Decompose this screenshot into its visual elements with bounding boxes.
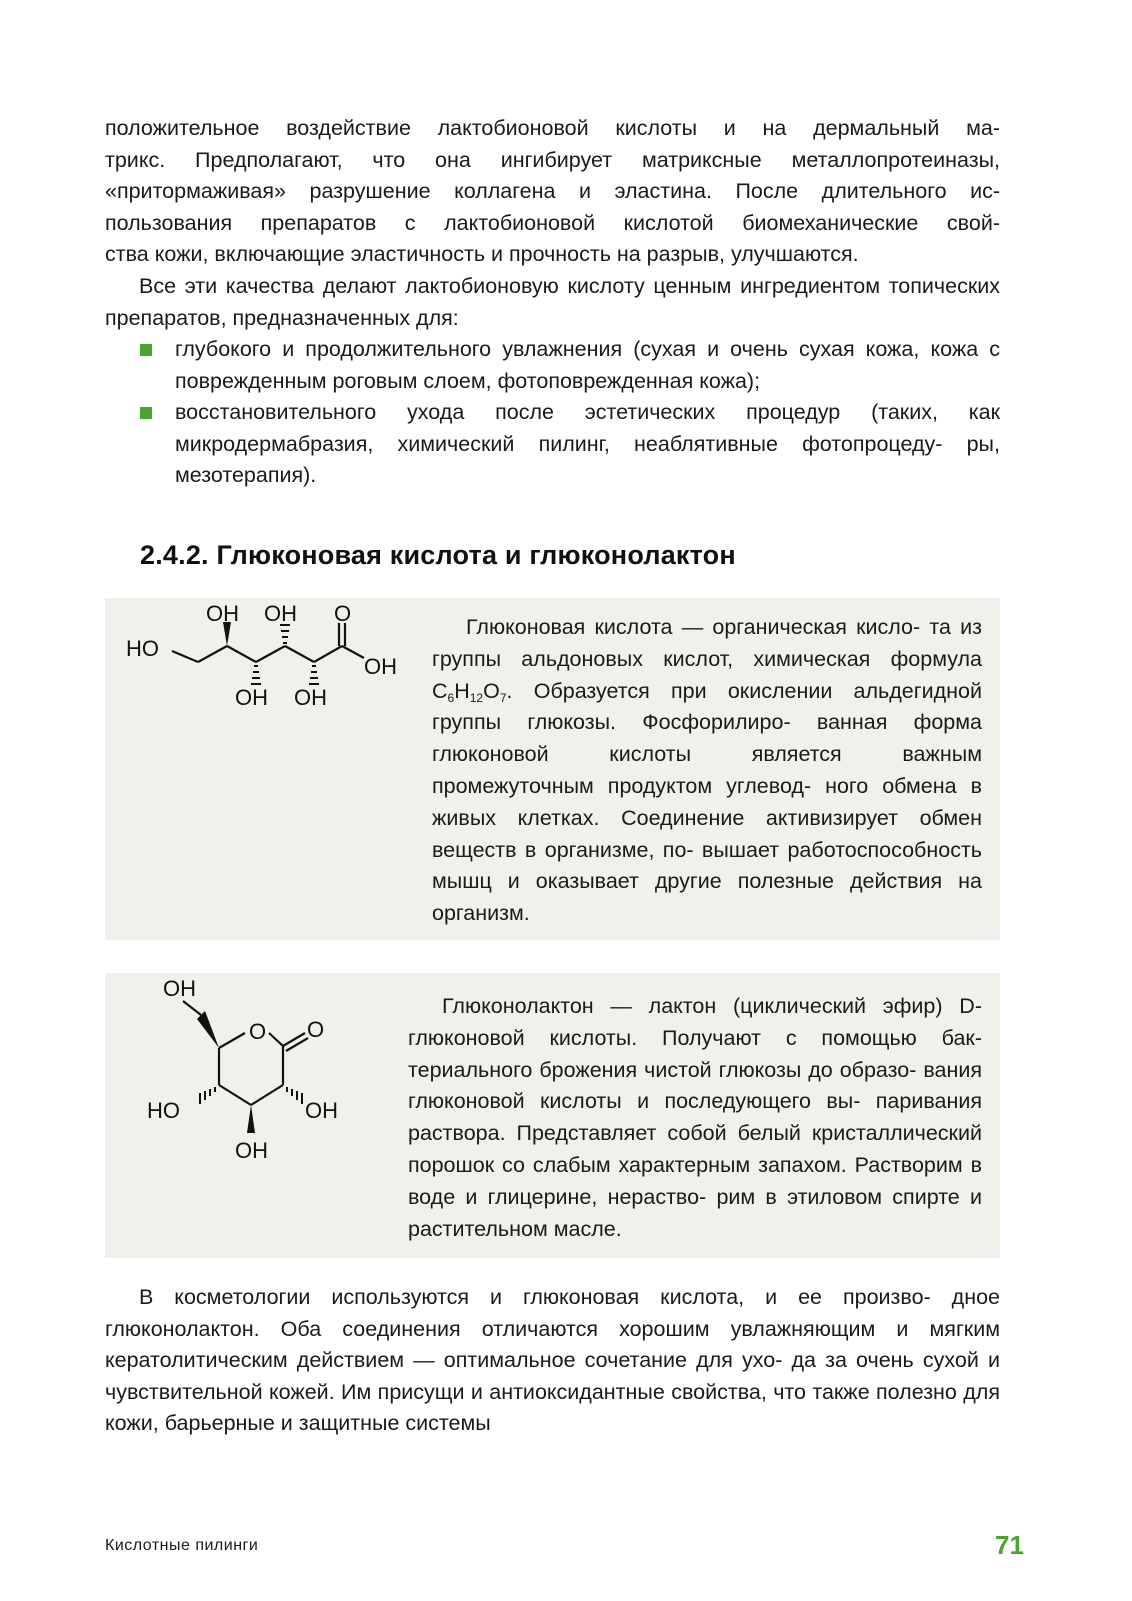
gluconic-acid-structure bbox=[120, 598, 410, 728]
intro-line: трикс. Предполагают, что она ингибирует матриксные металлопротеиназы, bbox=[105, 147, 1000, 172]
bullet-list bbox=[105, 334, 1000, 492]
intro-line: «притормаживая» разрушение коллагена и эластина. После длительного ис- bbox=[105, 179, 1000, 203]
label-oh-bottom-2: OH bbox=[294, 685, 327, 710]
formula-c: C bbox=[432, 678, 448, 703]
bullet-text: глубокого и продолжительного увлажнения (сухая и очень сухая кожа, кожа с поврежденным роговым слоем, фотоповрежденная кожа); bbox=[175, 337, 1000, 393]
bullet-square-icon bbox=[140, 407, 152, 419]
label-oh-right: OH bbox=[305, 1098, 338, 1123]
bullet-item bbox=[105, 397, 1000, 492]
label-o-top: O bbox=[334, 601, 352, 626]
label-oh-top-1: OH bbox=[206, 601, 239, 626]
intro-line: пользования препаратов с лактобионовой кислотой биомеханические свой- bbox=[105, 210, 1000, 235]
wedge-bond bbox=[197, 1011, 219, 1048]
intro-line: ства кожи, включающие эластичность и прочность на разрыв, улучшаются. bbox=[105, 242, 859, 266]
formula-o: O bbox=[483, 678, 500, 703]
intro-paragraph bbox=[105, 113, 1000, 271]
formula-o-sub: 7 bbox=[499, 690, 507, 705]
bullet-square-icon bbox=[140, 344, 152, 356]
label-oh-top-2: OH bbox=[264, 601, 297, 626]
label-o-ring: O bbox=[249, 1019, 267, 1044]
formula-h: H bbox=[454, 678, 470, 703]
gluconolactone-structure bbox=[135, 973, 385, 1183]
hash-bond bbox=[251, 625, 319, 684]
bullet-item bbox=[105, 334, 1000, 397]
label-oh-right: OH bbox=[364, 654, 397, 679]
closing-paragraph: В косметологии используются и глюконовая кислота, и ее произво- дное глюконолактон. Оба соединения отличаются хорошим увлажняющим и мягким кератолитическим действием — оптимальное сочетание для ухо- да за очень сухой и чувствительной кожей. Им присущи и антиоксидантные свойства, что также полезно для кожи, барьерные и защитные системы bbox=[105, 1285, 1000, 1435]
formula-c-sub: 6 bbox=[447, 690, 455, 705]
label-oh-bottom: OH bbox=[235, 1138, 268, 1163]
wedge-bond bbox=[247, 1105, 255, 1133]
qualities-paragraph: Все эти качества делают лактобионовую кислоту ценным ингредиентом топических препаратов, предназначенных для: bbox=[105, 274, 1000, 330]
label-ho-left: HO bbox=[147, 1098, 180, 1123]
formula-h-sub: 12 bbox=[469, 690, 484, 705]
intro-line: положительное воздействие лактобионовой кислоты и на дермальный ма- bbox=[105, 116, 1000, 140]
label-oh-top: OH bbox=[163, 976, 196, 1001]
running-title: Кислотные пилинги bbox=[105, 1537, 259, 1554]
gluconolactone-description: Глюконолактон — лактон (циклический эфир) D-глюконовой кислоты. Получают с помощью бак- териального брожения чистой глюкозы до образо- вания глюконовой кислоты и последующего вы- паривания раствора. Представляет собой белый кристаллический порошок со слабым характерным запахом. Растворим в воде и глицерине, нераство- рим в этиловом спирте и растительном масле. bbox=[408, 994, 982, 1241]
hash-bond bbox=[200, 1087, 302, 1104]
label-o-carbonyl: O bbox=[307, 1017, 325, 1042]
description-text: Глюконовая кислота — органическая кисло- та из группы альдоновых кислот, химическая формула bbox=[432, 615, 982, 671]
bullet-text: восстановительного ухода после эстетических процедур (таких, как микродермабразия, химический пилинг, неаблятивные фотопроцеду- ры, мезотерапия). bbox=[175, 400, 1000, 487]
description-text: . Образуется при окислении альдегидной группы глюкозы. Фосфорилиро- ванная форма глюконовой кислоты является важным промежуточным продуктом углевод- ного обмена в живых клетках. Соединение активизирует обмен веществ в организме, по- вышает работоспособность мышц и оказывает другие полезные действия на организм. bbox=[432, 678, 982, 926]
label-ho-left: HO bbox=[126, 636, 159, 661]
chemical-formula bbox=[432, 679, 507, 703]
gluconolactone-box bbox=[105, 973, 1000, 1258]
section-heading: 2.4.2. Глюконовая кислота и глюконолактон bbox=[140, 540, 736, 570]
gluconic-acid-description bbox=[432, 612, 982, 930]
label-oh-bottom-1: OH bbox=[235, 685, 268, 710]
gluconic-acid-box bbox=[105, 598, 1000, 940]
page-number: 71 bbox=[995, 1530, 1024, 1560]
